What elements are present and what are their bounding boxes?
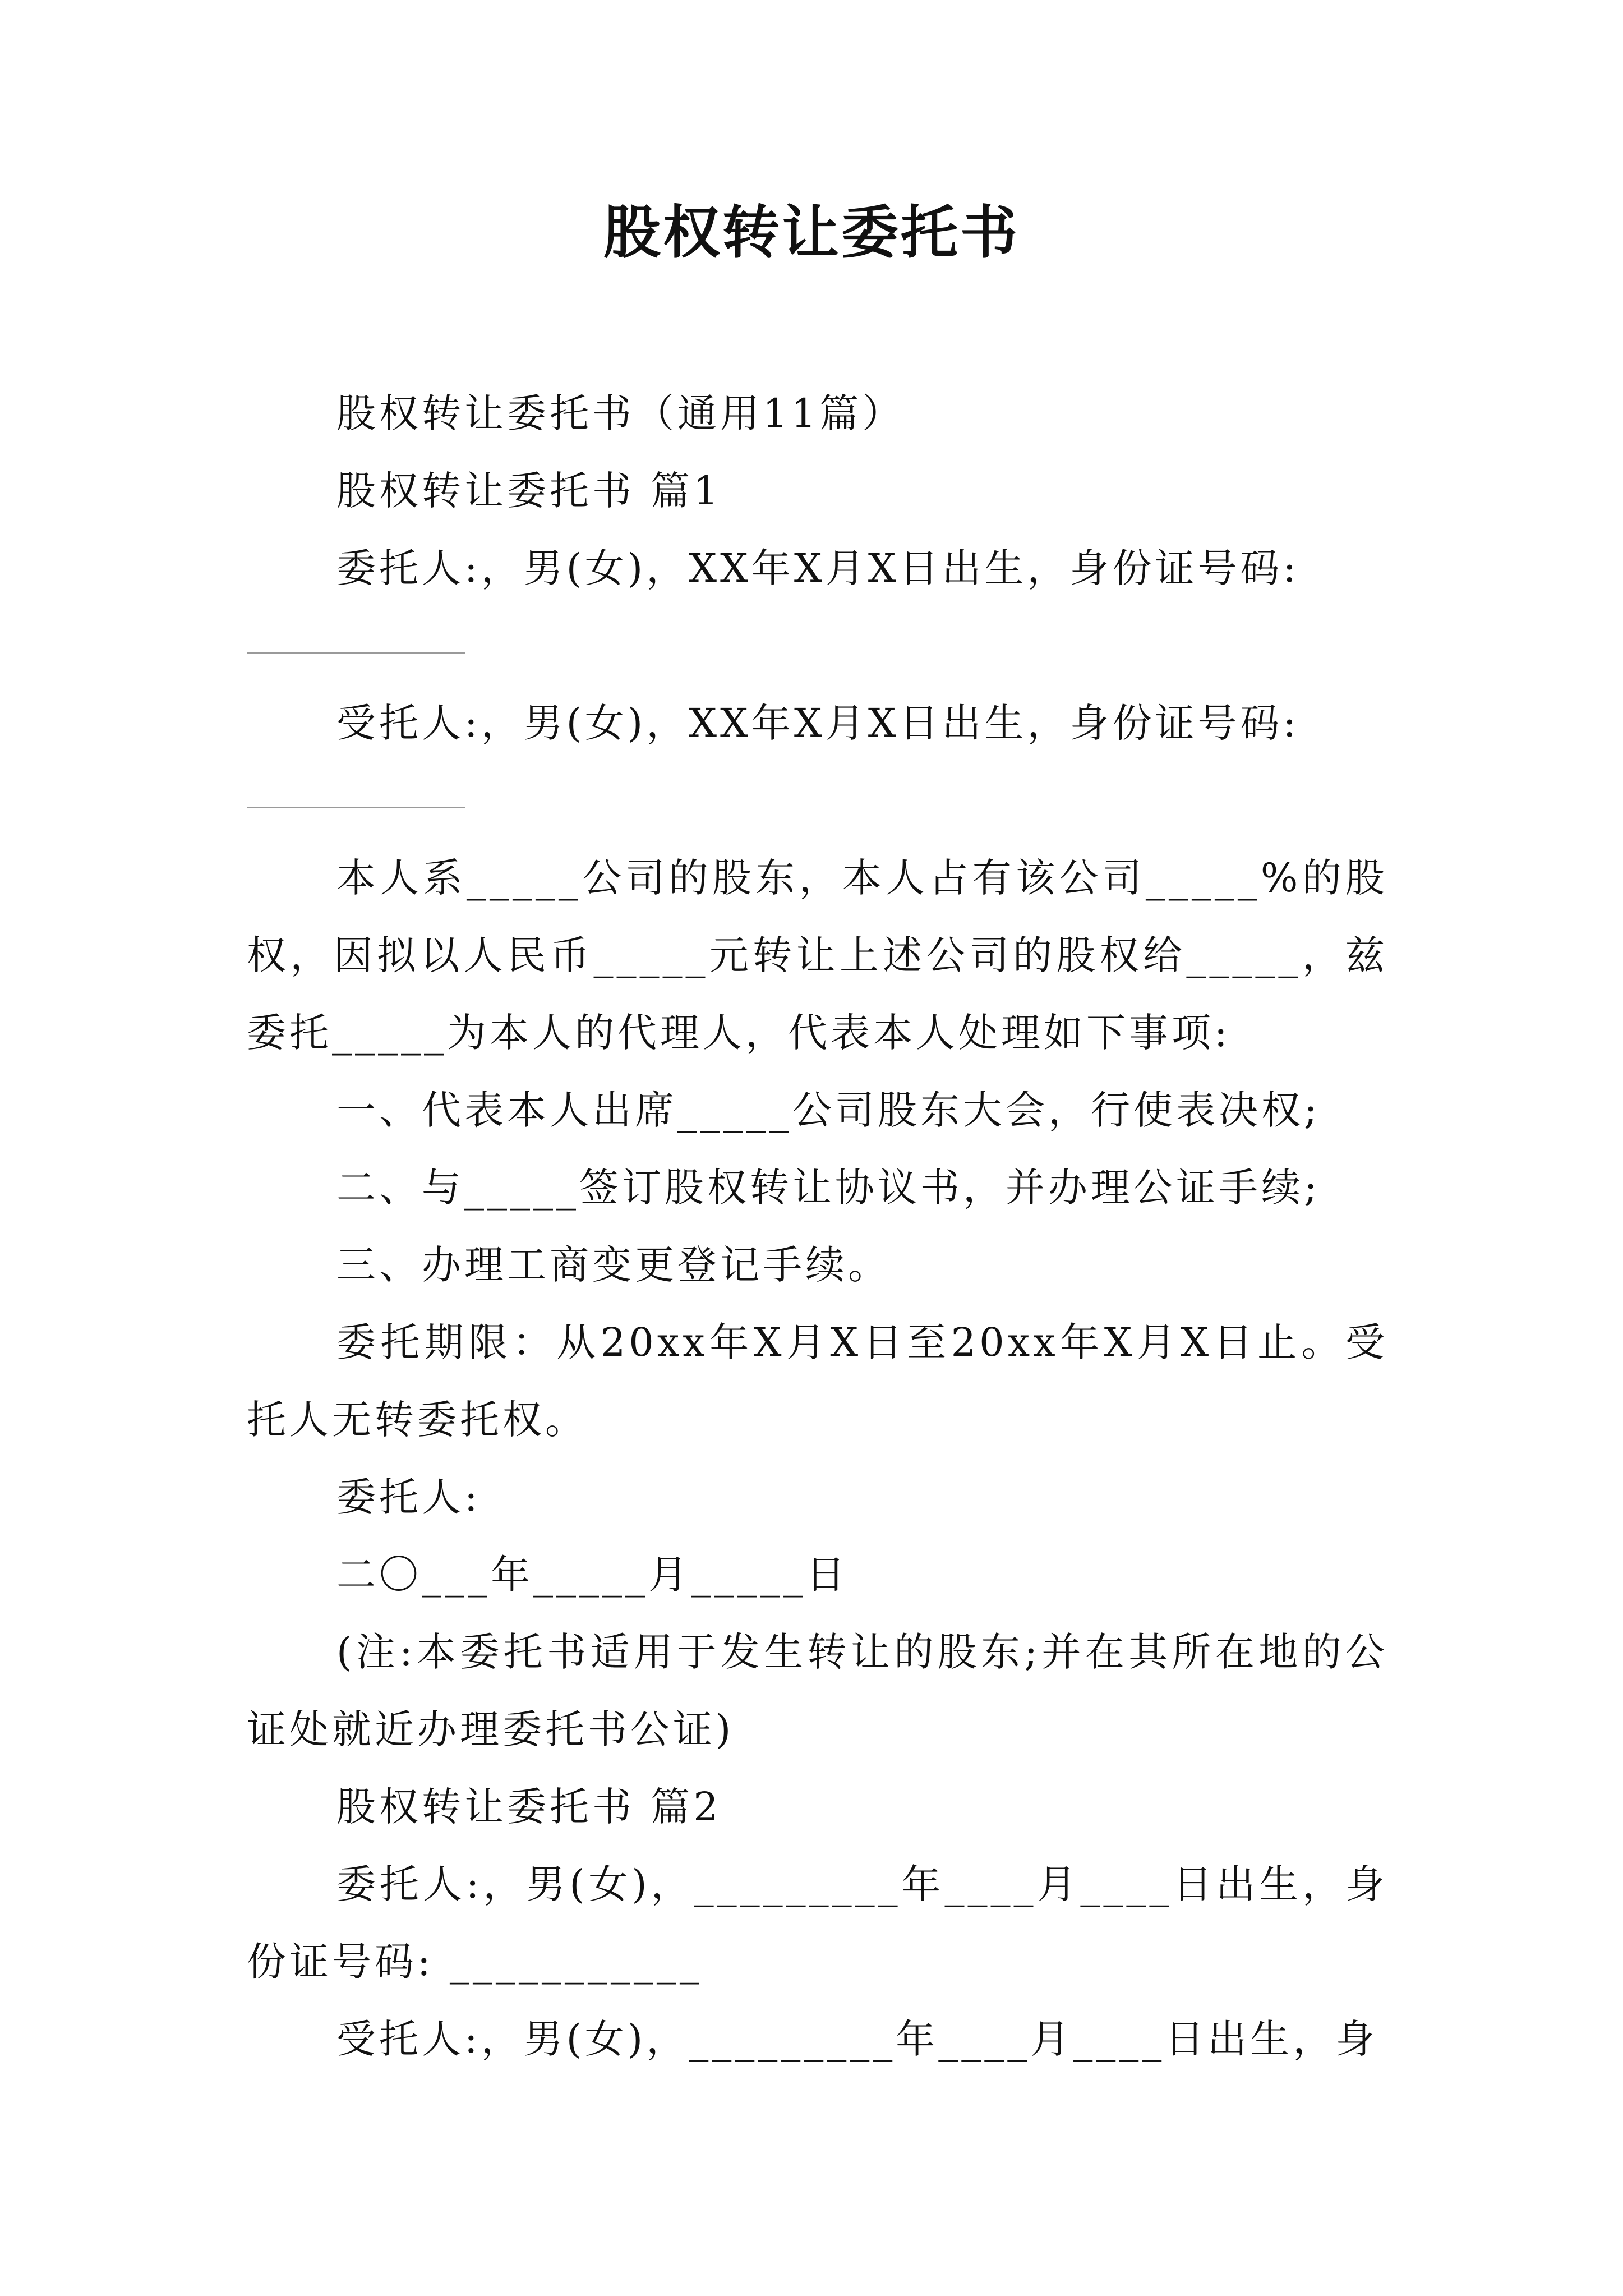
item-2: 二、与_____签订股权转让协议书，并办理公证手续;	[336, 1165, 1321, 1211]
document-title: 股权转让委托书	[603, 199, 1020, 266]
section-heading-1: 股权转让委托书 篇1	[336, 468, 722, 514]
agent-info-2: 受托人:，男(女)，_________年____月____日出生，身	[336, 2016, 1378, 2062]
section-heading-2: 股权转让委托书 篇2	[336, 1784, 722, 1830]
authorization-paragraph: 本人系_____公司的股东，本人占有该公司_____%的股权，因拟以人民币_____元转让上述公司的股权给_____，兹委托_____为本人的代理人，代表本人处理如下事项:	[247, 855, 1388, 1056]
principal-id-blank	[247, 607, 1388, 684]
agent-id-blank	[247, 762, 1388, 839]
item-3: 三、办理工商变更登记手续。	[336, 1242, 891, 1288]
note-paragraph: (注:本委托书适用于发生转让的股东;并在其所在地的公证处就近办理委托书公证)	[247, 1629, 1388, 1752]
signature-principal: 委托人:	[336, 1474, 481, 1520]
term-paragraph: 委托期限：从20xx年X月X日至20xx年X月X日止。受托人无转委托权。	[247, 1319, 1388, 1443]
subtitle-general: 股权转让委托书（通用11篇）	[336, 390, 905, 436]
document-body	[247, 375, 1388, 2078]
principal-info: 委托人:，男(女)，XX年X月X日出生，身份证号码:	[336, 545, 1300, 591]
agent-info: 受托人:，男(女)，XX年X月X日出生，身份证号码:	[336, 700, 1300, 746]
item-1: 一、代表本人出席_____公司股东大会，行使表决权;	[336, 1087, 1321, 1133]
signature-date: 二〇___年_____月_____日	[336, 1552, 849, 1598]
principal-info-2: 委托人:，男(女)，_________年____月____日出生，身份证号码: ___________	[247, 1861, 1388, 1985]
